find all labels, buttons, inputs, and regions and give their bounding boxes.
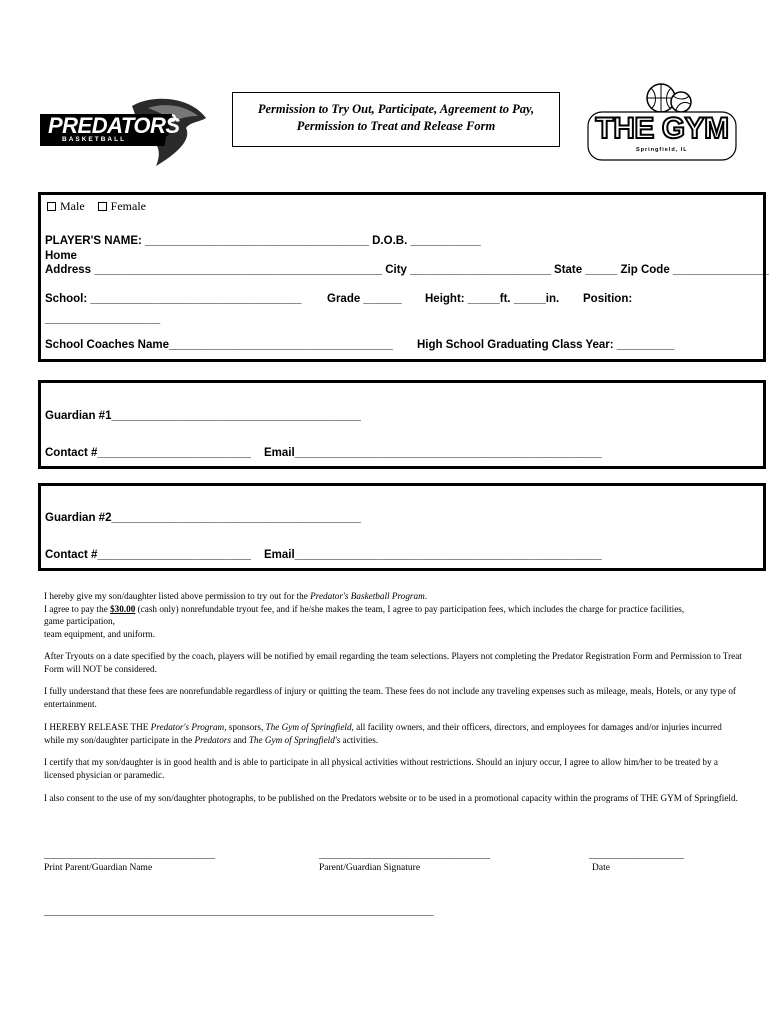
release-text-a: I HEREBY RELEASE THE bbox=[44, 722, 151, 732]
print-name-label: Print Parent/Guardian Name bbox=[44, 863, 153, 873]
terms-paragraph-4 bbox=[44, 721, 744, 746]
grade-field[interactable]: Grade ______ bbox=[327, 293, 402, 305]
guardian-2-name-field[interactable]: Guardian #2_______________________________________ bbox=[45, 512, 361, 524]
guardian-1-email-field[interactable]: Email________________________________________________ bbox=[264, 447, 602, 459]
graduating-year-field[interactable]: High School Graduating Class Year: _________ bbox=[417, 339, 675, 351]
terms-p1-line4: team equipment, and uniform. bbox=[44, 628, 155, 639]
predators-logo bbox=[40, 92, 210, 168]
bottom-blank-line[interactable]: __________________________________________________________________________________ bbox=[44, 908, 434, 918]
terms-p1-text-b: . bbox=[424, 591, 428, 601]
terms-p1-program: Predator's Basketball Program bbox=[310, 591, 425, 601]
home-label: Home bbox=[45, 250, 77, 262]
guardian-signature-label: Parent/Guardian Signature bbox=[319, 863, 421, 873]
guardian-signature-line[interactable]: ____________________________________ bbox=[319, 851, 490, 861]
release-gym-name-2: The Gym of Springfield's bbox=[248, 734, 341, 745]
terms-p1-line3: game participation, bbox=[44, 616, 115, 626]
release-text-b: , sponsors, bbox=[224, 722, 266, 732]
terms-paragraph-6: I also consent to the use of my son/daughter photographs, to be published on the Predators website or to be used in a promotional capacity within the programs of THE GYM of Springfield. bbox=[44, 793, 738, 803]
date-line[interactable]: ____________________ bbox=[589, 851, 684, 861]
release-text-d: and bbox=[230, 734, 249, 745]
predators-logo-subtext: BASKETBALL bbox=[62, 136, 127, 143]
terms-paragraph-1 bbox=[44, 590, 744, 640]
predators-logo-text: PREDATORS bbox=[48, 113, 180, 138]
female-checkbox[interactable] bbox=[98, 202, 107, 211]
release-predators-program: Predator's Program bbox=[150, 722, 225, 732]
terms-p1-line2-a: I agree to pay the bbox=[44, 603, 111, 614]
date-label: Date bbox=[592, 863, 610, 873]
form-title-box bbox=[232, 92, 560, 147]
release-gym-name: The Gym of Springfield bbox=[265, 722, 352, 732]
school-field[interactable]: School: _________________________________ bbox=[45, 293, 302, 305]
terms-p1-line2-b: (cash only) nonrefundable tryout fee, and if he/she makes the team, I agree to pay participation fees, which includes the charge for practice facilities, bbox=[135, 603, 685, 614]
player-info-section bbox=[38, 192, 766, 362]
the-gym-logo bbox=[584, 82, 739, 164]
terms-p1-text-a: I hereby give my son/daughter listed above permission to try out for the bbox=[44, 591, 311, 601]
school-coaches-field[interactable]: School Coaches Name___________________________________ bbox=[45, 339, 393, 351]
male-checkbox[interactable] bbox=[47, 202, 56, 211]
gender-options bbox=[47, 199, 146, 214]
height-field[interactable]: Height: _____ft. _____in. bbox=[425, 293, 560, 305]
position-continuation-line[interactable]: __________________ bbox=[45, 313, 161, 325]
male-label: Male bbox=[60, 199, 85, 213]
release-text-c: , all facility owners, and their officers, directors, and employees for damages and/or injuries incurred while my son/daughter participate in the bbox=[44, 722, 722, 745]
release-predators: Predators bbox=[194, 734, 231, 745]
terms-paragraph-2: After Tryouts on a date specified by the coach, players will be notified by email regarding the team selections. Players not completing the Predator Registration Form and Permission to Treat Form will NOT be considered. bbox=[44, 651, 742, 674]
the-gym-logo-subtext: Springfield, IL bbox=[636, 147, 688, 153]
terms-paragraph-5: I certify that my son/daughter is in good health and is able to participate in all physical activities without restrictions. Should an injury occur, I agree to allow him/her to be treated by a licensed physician or paramedic. bbox=[44, 757, 718, 780]
position-field[interactable]: Position: bbox=[583, 293, 633, 305]
terms-paragraph-3: I fully understand that these fees are nonrefundable regardless of injury or quitting the team. These fees do not include any traveling expenses such as mileage, meals, Hotels, or any type of entertainment. bbox=[44, 686, 736, 709]
guardian-1-name-field[interactable]: Guardian #1_______________________________________ bbox=[45, 410, 361, 422]
the-gym-logo-text: THE GYM bbox=[595, 112, 729, 145]
guardian-2-contact-field[interactable]: Contact #________________________ bbox=[45, 549, 251, 561]
form-title-line2: Permission to Treat and Release Form bbox=[296, 119, 496, 133]
form-title-line1: Permission to Try Out, Participate, Agreement to Pay, bbox=[257, 102, 535, 116]
address-field[interactable]: Address _____________________________________________ City ______________________ State _____ Zip Code _______________ bbox=[45, 264, 769, 276]
player-name-field[interactable]: PLAYER'S NAME: ___________________________________ D.O.B. ___________ bbox=[45, 235, 481, 247]
tryout-fee-amount: $30.00 bbox=[110, 603, 136, 614]
guardian-1-contact-field[interactable]: Contact #________________________ bbox=[45, 447, 251, 459]
release-text-e: activities. bbox=[340, 734, 379, 745]
female-label: Female bbox=[110, 199, 146, 213]
guardian-2-email-field[interactable]: Email________________________________________________ bbox=[264, 549, 602, 561]
print-name-signature-line[interactable]: ____________________________________ bbox=[44, 851, 215, 861]
